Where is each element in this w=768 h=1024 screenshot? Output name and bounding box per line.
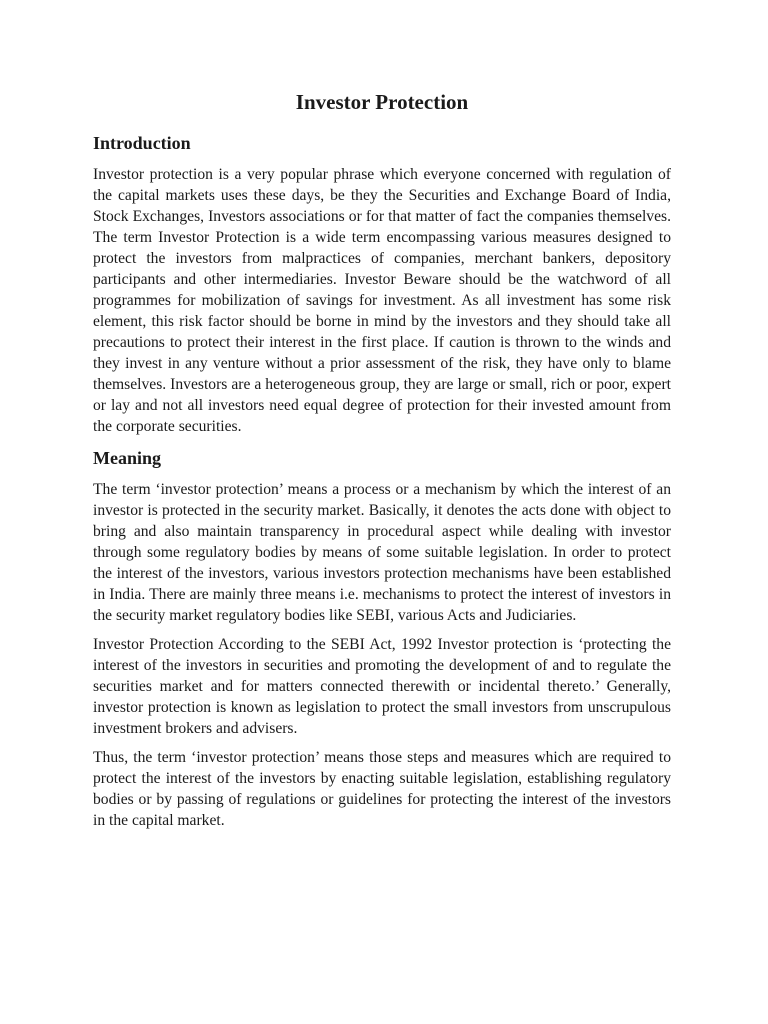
introduction-paragraph: Investor protection is a very popular phrase which everyone concerned with regulation of the capital markets uses these days, be they the Securities and Exchange Board of India, Stock Exchanges, Investors associations or for that matter of fact the companies themselves. The term Investor Protection is a wide term encompassing various measures designed to protect the investors from malpractices of companies, merchant bankers, depository participants and other intermediaries. Investor Beware should be the watchword of all programmes for mobilization of savings for investment. As all investment has some risk element, this risk factor should be borne in mind by the investors and they should take all precautions to protect their interest in the first place. If caution is thrown to the winds and they invest in any venture without a prior assessment of the risk, they have only to blame themselves. Investors are a heterogeneous group, they are large or small, rich or poor, expert or lay and not all investors need equal degree of protection for their invested amount from the corporate securities.: [93, 166, 671, 435]
document-title: Investor Protection: [295, 90, 469, 114]
document-page: [93, 86, 671, 839]
meaning-paragraph-2: Investor Protection According to the SEBI Act, 1992 Investor protection is ‘protecting the interest of the investors in securities and promoting the development of and to regulate the securities market and for matters connected therewith or incidental thereto.’ Generally, investor protection is known as legislation to protect the small investors from unscrupulous investment brokers and advisers.: [93, 636, 671, 737]
meaning-paragraph-1: The term ‘investor protection’ means a process or a mechanism by which the interest of an investor is protected in the security market. Basically, it denotes the acts done with object to bring and also maintain transparency in procedural aspect while dealing with investor through some regulatory bodies by means of some suitable legislation. In order to protect the interest of the investors, various investors protection mechanisms have been established in India. There are mainly three means i.e. mechanisms to protect the interest of investors in the security market regulatory bodies like SEBI, various Acts and Judiciaries.: [93, 481, 671, 624]
meaning-paragraph-3: Thus, the term ‘investor protection’ means those steps and measures which are required to protect the interest of the investors by enacting suitable legislation, establishing regulatory bodies or by passing of regulations or guidelines for protecting the interest of the investors in the capital market.: [93, 749, 671, 829]
section-heading-introduction: Introduction: [93, 133, 191, 153]
section-heading-meaning: Meaning: [93, 448, 162, 468]
